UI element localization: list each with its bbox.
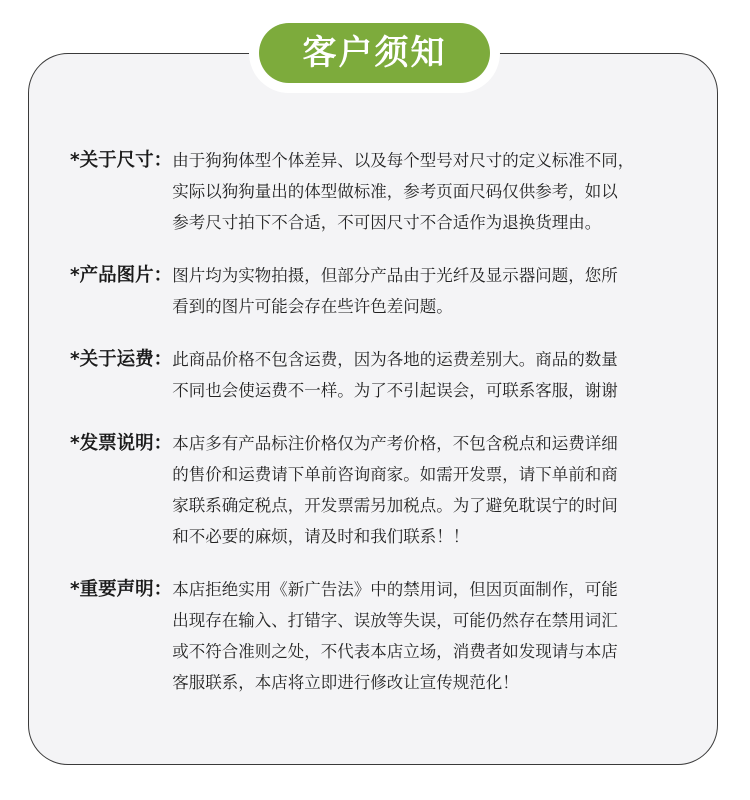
section-line: 出现存在输入、打错字、误放等失误，可能仍然存在禁用词汇	[172, 611, 618, 630]
section-images	[70, 260, 700, 322]
section-line: 由于狗狗体型个体差异、以及每个型号对尺寸的定义标准不同，	[172, 151, 635, 170]
section-line: 看到的图片可能会存在些许色差问题。	[172, 297, 453, 316]
section-line: 客服联系，本店将立即进行修改让宣传规范化！	[172, 673, 519, 692]
section-label: *关于尺寸：	[70, 150, 173, 171]
section-label: *重要声明：	[70, 579, 173, 600]
section-shipping	[70, 344, 700, 406]
section-line: 不同也会使运费不一样。为了不引起误会，可联系客服，谢谢	[172, 381, 618, 400]
section-line: 此商品价格不包含运费，因为各地的运费差别大。商品的数量	[172, 350, 618, 369]
section-body	[172, 428, 700, 552]
section-label: *产品图片：	[70, 265, 173, 286]
notice-sections	[70, 145, 700, 720]
section-size	[70, 145, 700, 238]
section-line: 家联系确定税点，开发票需另加税点。为了避免耽误宁的时间	[172, 496, 618, 515]
section-line: 本店拒绝实用《新广告法》中的禁用词，但因页面制作，可能	[172, 580, 618, 599]
section-label: *发票说明：	[70, 433, 173, 454]
section-invoice	[70, 428, 700, 552]
section-body	[172, 145, 700, 238]
section-disclaimer	[70, 574, 700, 698]
section-body	[172, 574, 700, 698]
section-line: 本店多有产品标注价格仅为产考价格，不包含税点和运费详细	[172, 434, 618, 453]
section-body	[172, 260, 700, 322]
notice-title: 客户须知	[259, 23, 490, 83]
section-line: 或不符合准则之处，不代表本店立场，消费者如发现请与本店	[172, 642, 618, 661]
section-line: 图片均为实物拍摄，但部分产品由于光纤及显示器问题，您所	[172, 266, 618, 285]
section-line: 参考尺寸拍下不合适，不可因尺寸不合适作为退换货理由。	[172, 213, 602, 232]
section-line: 和不必要的麻烦，请及时和我们联系！！	[172, 527, 470, 546]
section-line: 的售价和运费请下单前咨询商家。如需开发票，请下单前和商	[172, 465, 618, 484]
section-body	[172, 344, 700, 406]
section-line: 实际以狗狗量出的体型做标准，参考页面尺码仅供参考，如以	[172, 182, 618, 201]
section-label: *关于运费：	[70, 349, 173, 370]
